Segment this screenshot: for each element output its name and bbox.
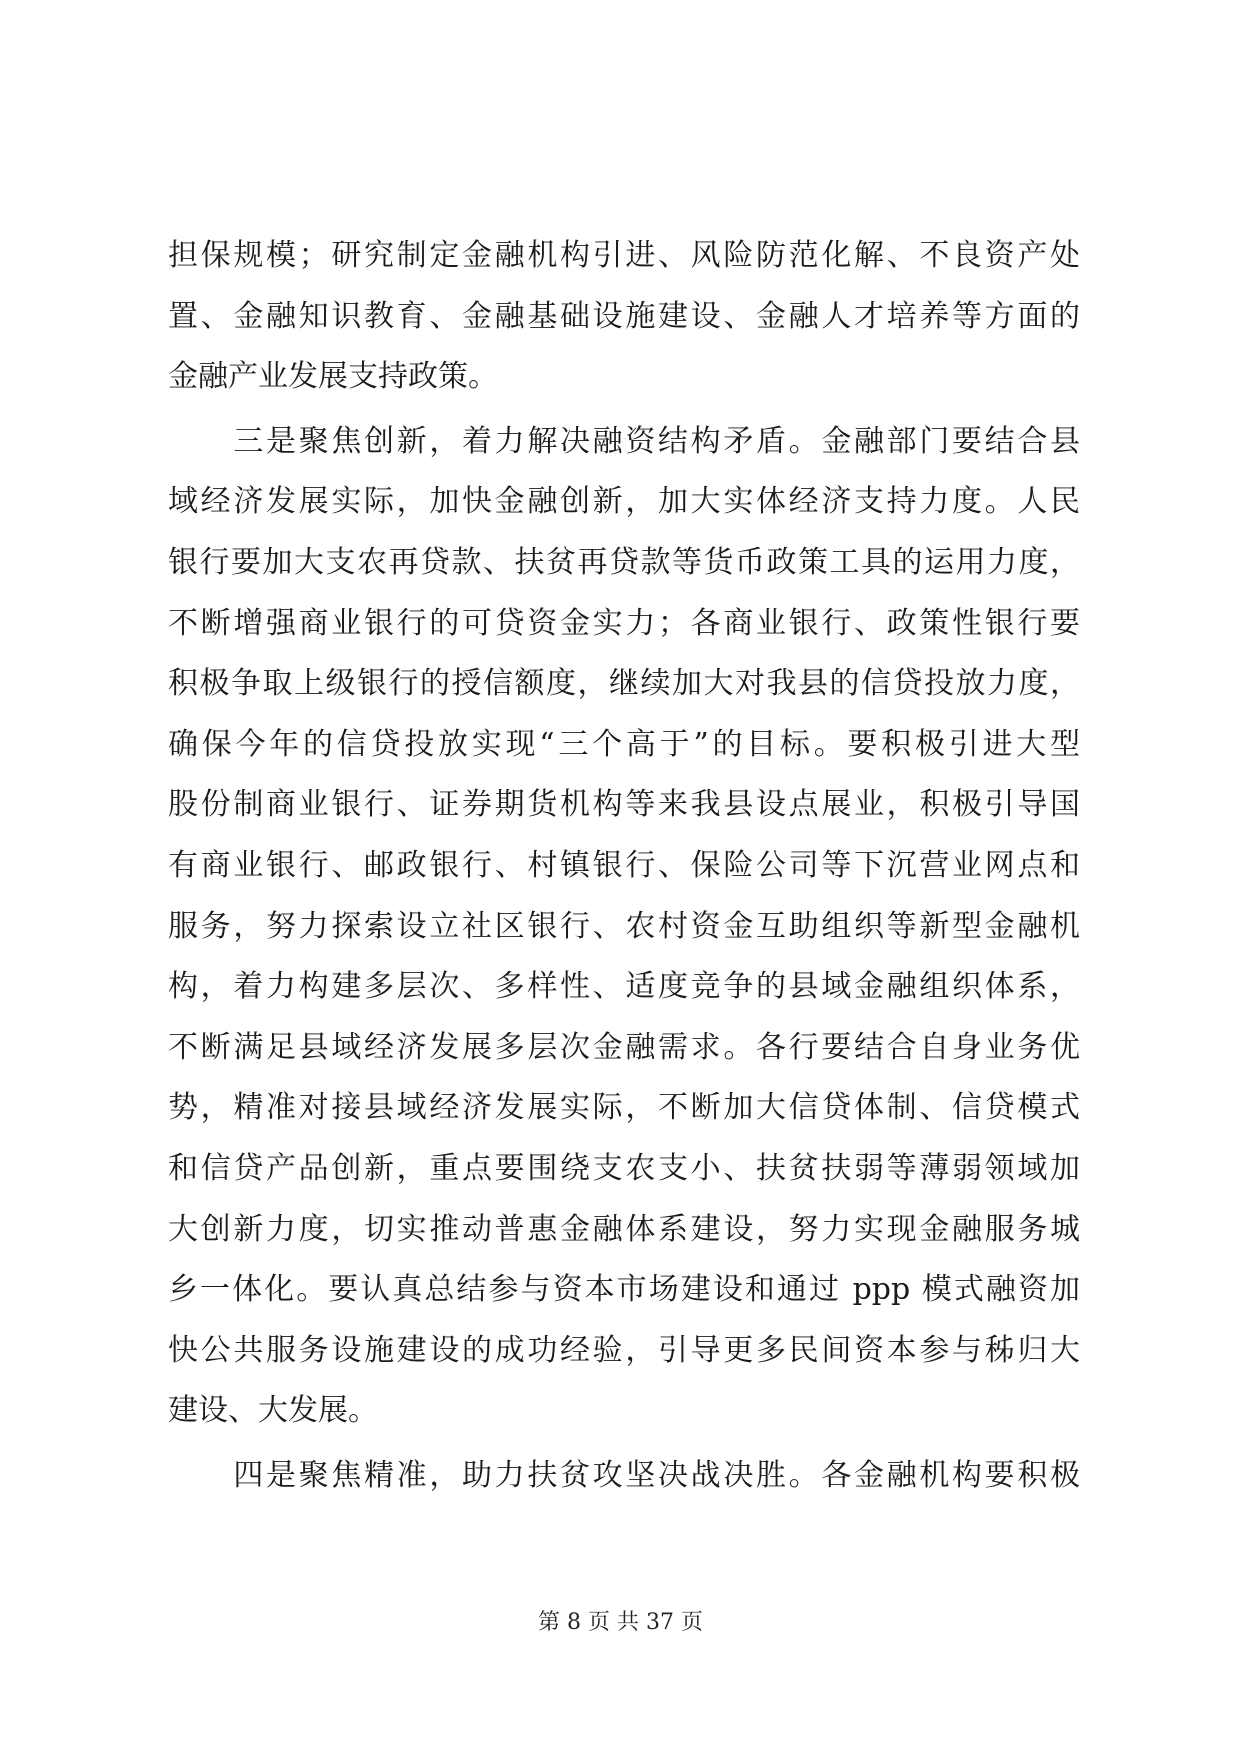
- text-line: 和信贷产品创新，重点要围绕支农支小、扶贫扶弱等薄弱领域加: [168, 1150, 1080, 1186]
- text-line: 金融产业发展支持政策。: [168, 359, 498, 395]
- text-line: 三是聚焦创新，着力解决融资结构矛盾。金融部门要结合县: [168, 423, 1080, 459]
- paragraph: [168, 1446, 1080, 1507]
- text-line: 大创新力度，切实推动普惠金融体系建设，努力实现金融服务城: [168, 1211, 1080, 1247]
- text-line: 银行要加大支农再贷款、扶贫再贷款等货币政策工具的运用力度，: [168, 544, 1080, 580]
- text-line: 担保规模；研究制定金融机构引进、风险防范化解、不良资产处: [168, 238, 1080, 273]
- text-line: 不断增强商业银行的可贷资金实力；各商业银行、政策性银行要: [168, 605, 1080, 641]
- text-line: 确保今年的信贷投放实现“三个高于”的目标。要积极引进大型: [168, 726, 1080, 762]
- text-line: 有商业银行、邮政银行、村镇银行、保险公司等下沉营业网点和: [168, 847, 1080, 883]
- text-line: 建设、大发展。: [168, 1393, 378, 1429]
- text-line: 股份制商业银行、证券期货机构等来我县设点展业，积极引导国: [168, 787, 1080, 823]
- text-line: 乡一体化。要认真总结参与资本市场建设和通过 ppp 模式融资加: [168, 1272, 1080, 1308]
- text-line: 构，着力构建多层次、多样性、适度竞争的县域金融组织体系，: [168, 969, 1080, 1005]
- text-line: 域经济发展实际，加快金融创新，加大实体经济支持力度。人民: [168, 484, 1080, 520]
- text-line: 置、金融知识教育、金融基础设施建设、金融人才培养等方面的: [168, 298, 1080, 334]
- paragraph: [168, 226, 1080, 408]
- text-line: 势，精准对接县域经济发展实际，不断加大信贷体制、信贷模式: [168, 1090, 1080, 1126]
- text-line: 服务，努力探索设立社区银行、农村资金互助组织等新型金融机: [168, 908, 1080, 944]
- text-line: 快公共服务设施建设的成功经验，引导更多民间资本参与秭归大: [168, 1332, 1080, 1368]
- page-number-footer: 第 8 页 共 37 页: [538, 1610, 703, 1635]
- body-text: [168, 226, 1080, 1506]
- text-line: 四是聚焦精准，助力扶贫攻坚决战决胜。各金融机构要积极: [168, 1457, 1080, 1493]
- text-line: 积极争取上级银行的授信额度，继续加大对我县的信贷投放力度，: [168, 666, 1080, 702]
- paragraph: [168, 412, 1080, 1442]
- text-line: 不断满足县域经济发展多层次金融需求。各行要结合自身业务优: [168, 1029, 1080, 1065]
